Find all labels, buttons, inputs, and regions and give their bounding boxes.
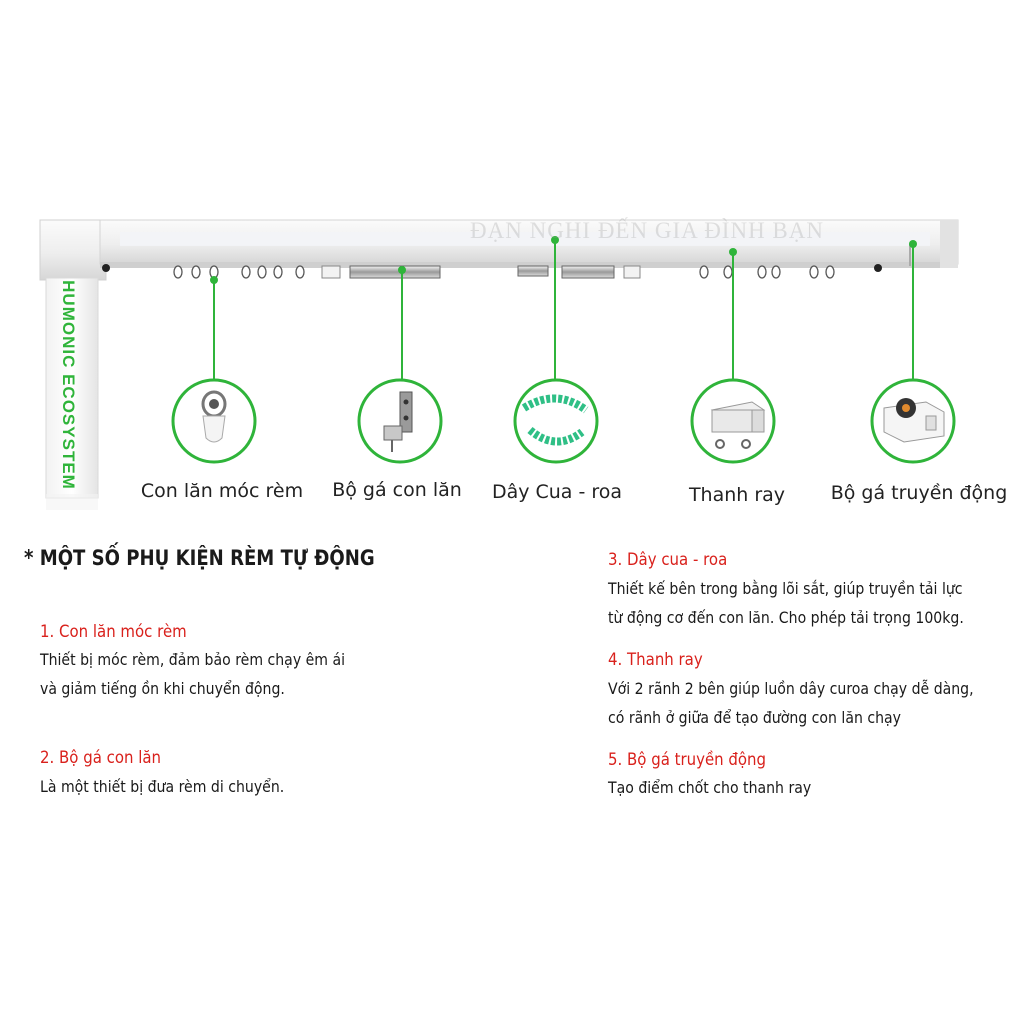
item-title-2: 2. Bộ gá con lăn <box>40 748 162 768</box>
part-label-1: Con lăn móc rèm <box>140 480 304 502</box>
part-label-3: Dây Cua - roa <box>491 481 623 503</box>
item-desc-2: Là một thiết bị đưa rèm di chuyển. <box>40 777 285 796</box>
item-title-4: 4. Thanh ray <box>608 650 703 670</box>
rail-screw-right <box>874 264 882 272</box>
part-label-5: Bộ gá truyền động <box>830 482 1008 504</box>
rail-screw-left <box>102 264 110 272</box>
item-desc-4: Với 2 rãnh 2 bên giúp luồn dây curoa chạy dễ dàng, có rãnh ở giữa để tạo đường con lăn chạy <box>608 679 974 727</box>
brand-vertical-label <box>52 280 84 490</box>
part-label-4: Thanh ray <box>688 484 786 506</box>
item-desc-5: Tạo điểm chốt cho thanh ray <box>608 778 812 797</box>
item-title-5: 5. Bộ gá truyền động <box>608 750 767 770</box>
watermark-text: ĐẠN NGHI ĐẾN GIA ĐÌNH BẠN <box>470 218 824 243</box>
item-title-3: 3. Dây cua - roa <box>608 550 728 570</box>
part-label-2: Bộ gá con lăn <box>332 479 462 501</box>
brand-text: HUMONIC ECOSYSTEM <box>59 280 78 490</box>
item-title-1: 1. Con lăn móc rèm <box>40 622 187 642</box>
item-desc-1: Thiết bị móc rèm, đảm bảo rèm chạy êm ái và giảm tiếng ồn khi chuyển động. <box>40 650 346 698</box>
part-circle-3 <box>515 380 597 462</box>
item-desc-3: Thiết kế bên trong bằng lõi sắt, giúp truyền tải lực từ động cơ đến con lăn. Cho phép tải trọng 100kg. <box>608 579 964 627</box>
section-heading: * MỘT SỐ PHỤ KIỆN RÈM TỰ ĐỘNG <box>24 546 375 570</box>
